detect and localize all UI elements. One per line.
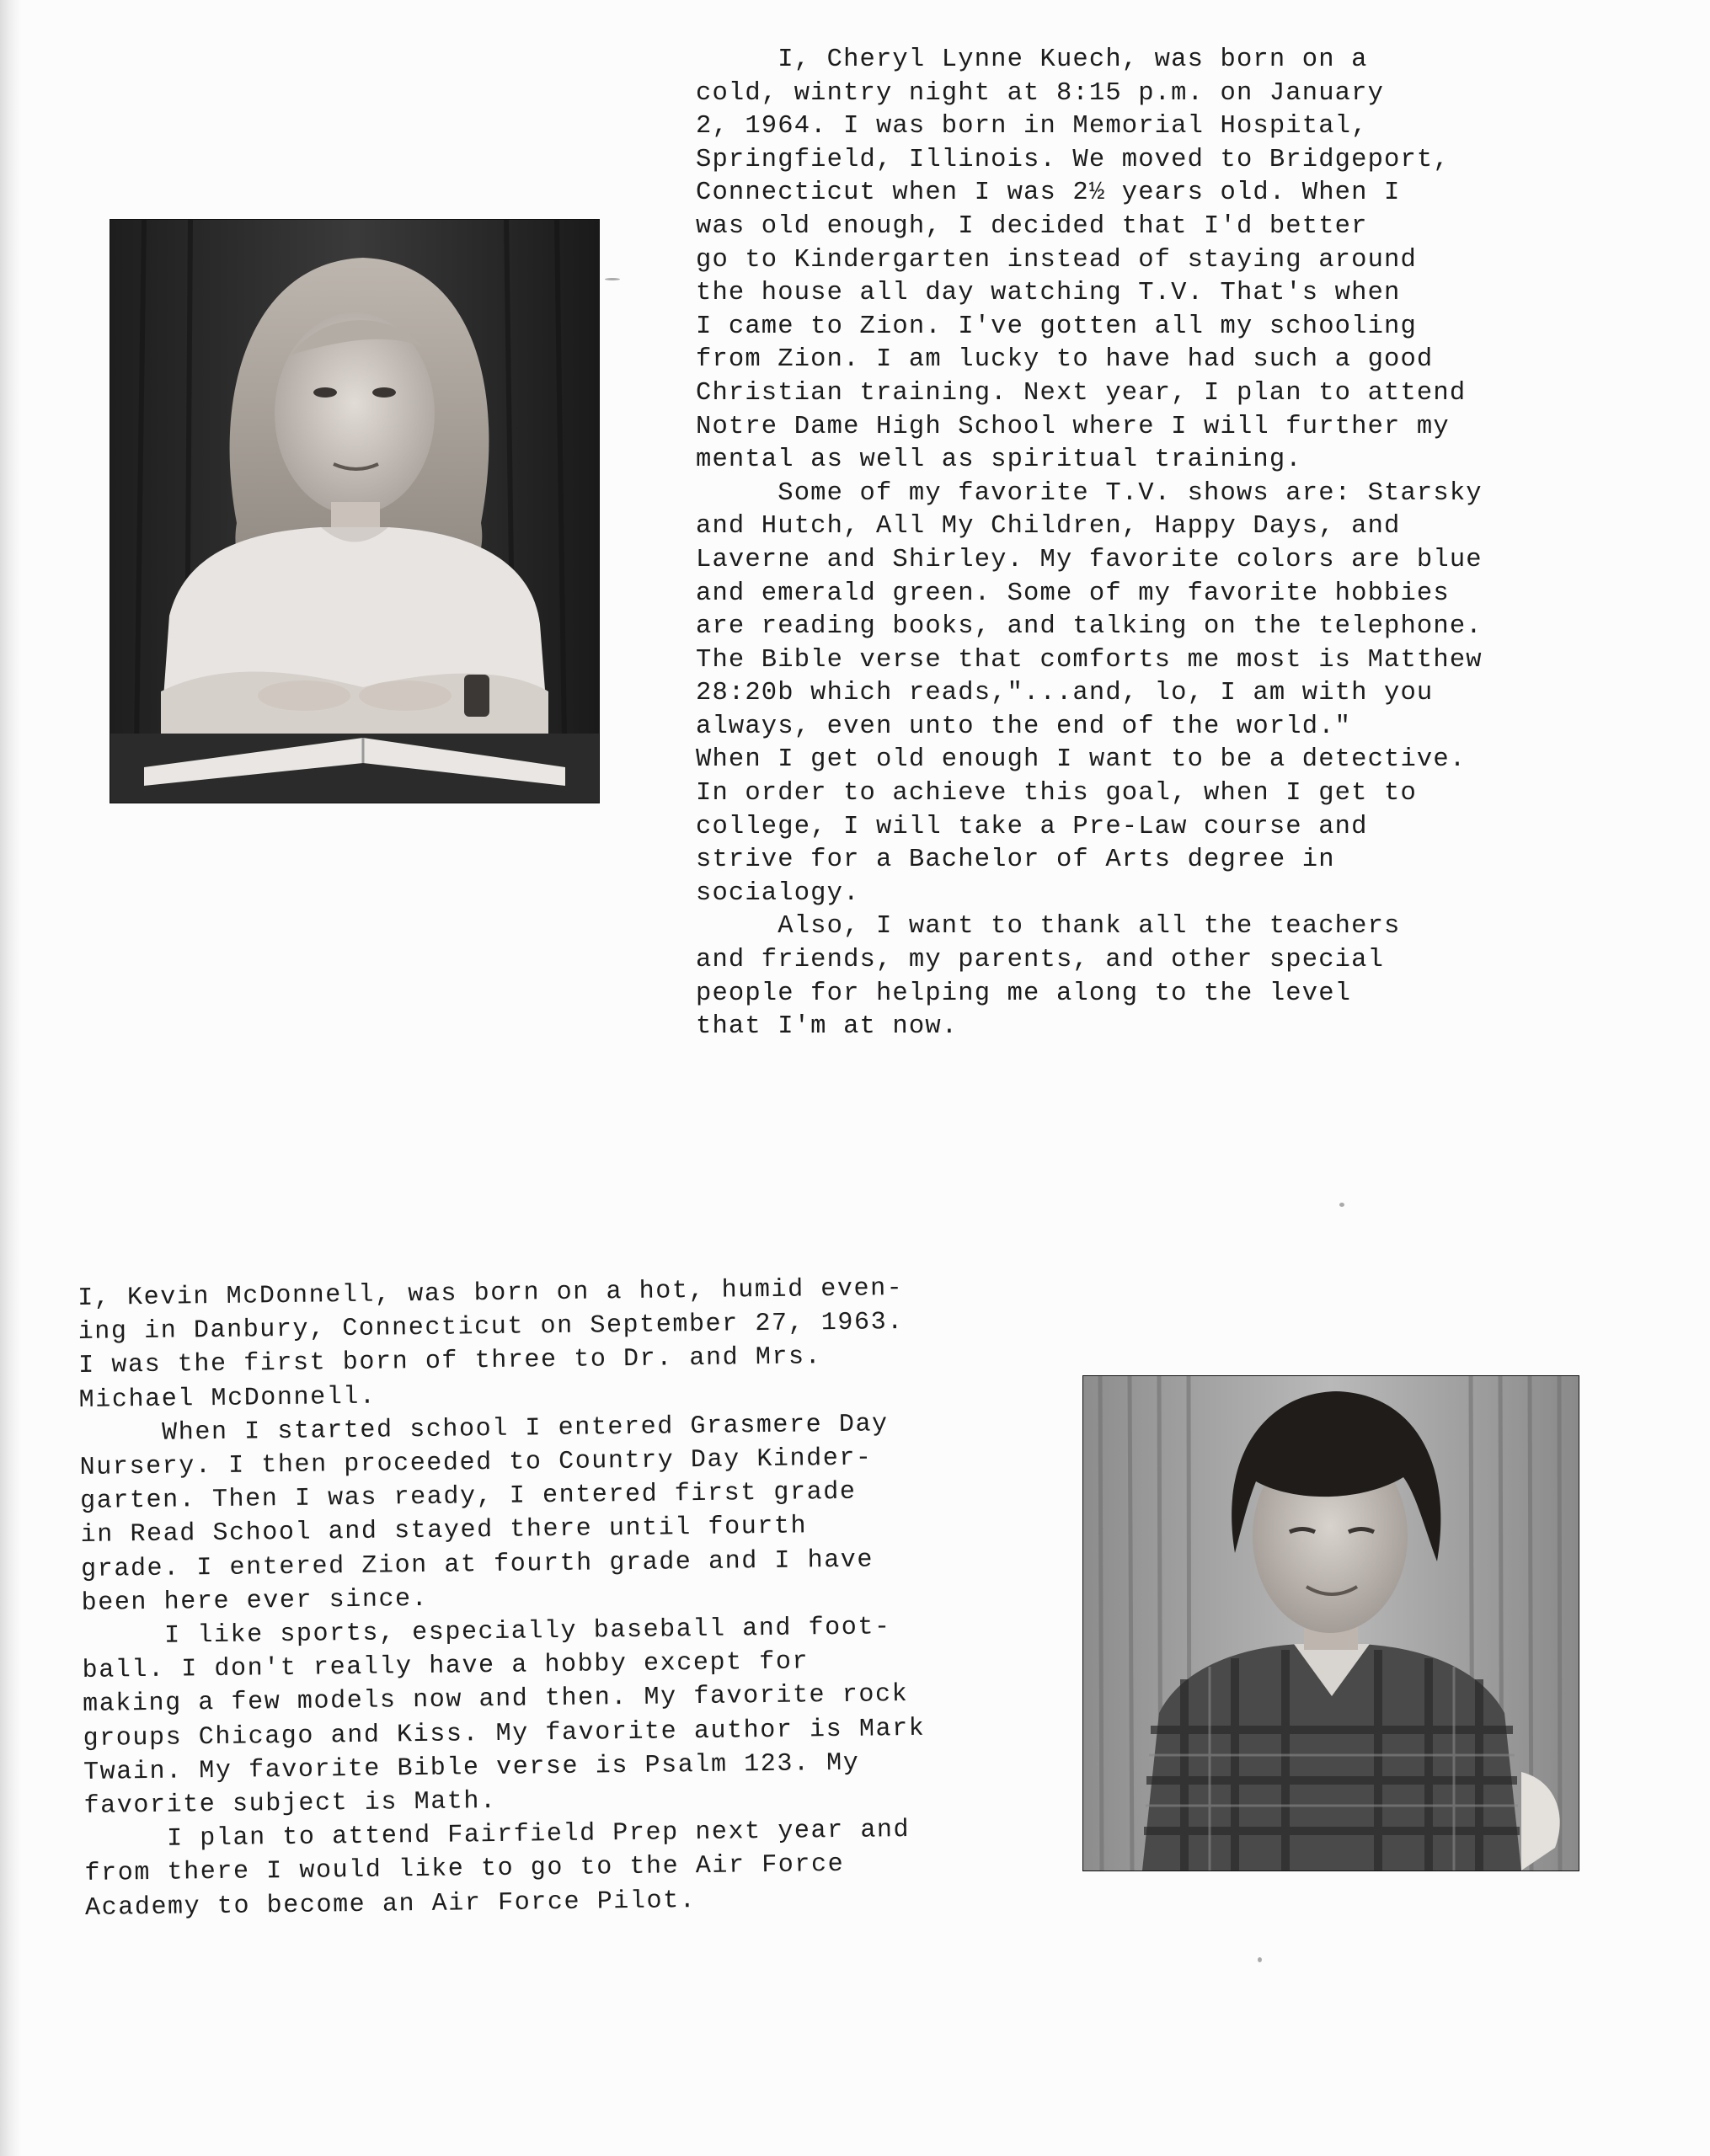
scan-speck xyxy=(1258,1957,1262,1962)
bio-line: In order to achieve this goal, when I get to xyxy=(696,779,1417,808)
scan-speck xyxy=(605,278,620,280)
bio-text-cheryl xyxy=(696,44,1483,1044)
bio-line: favorite subject is Math. xyxy=(83,1787,497,1821)
bio-line: Christian training. Next year, I plan to attend xyxy=(696,378,1467,408)
bio-line: I came to Zion. I've gotten all my schooling xyxy=(696,312,1417,341)
bio-line: ball. I don't really have a hobby except for xyxy=(82,1647,810,1686)
bio-line: go to Kindergarten instead of staying around xyxy=(696,245,1417,275)
bio-line: garten. Then I was ready, I entered first grade xyxy=(79,1477,857,1517)
bio-line: I like sports, especially baseball and foot- xyxy=(81,1613,891,1652)
bio-line: and friends, my parents, and other special xyxy=(696,946,1385,975)
bio-line: always, even unto the end of the world." xyxy=(696,712,1352,741)
bio-line: Springfield, Illinois. We moved to Bridgeport, xyxy=(696,145,1450,174)
bio-line: The Bible verse that comforts me most is Matthew xyxy=(696,645,1483,675)
bio-line: socialogy. xyxy=(696,878,860,908)
bio-line: Michael McDonnell. xyxy=(78,1382,377,1415)
bio-line: mental as well as spiritual training. xyxy=(696,446,1302,475)
scan-speck xyxy=(1339,1203,1344,1207)
page-edge xyxy=(0,0,22,2156)
bio-line: people for helping me along to the level xyxy=(696,979,1352,1008)
bio-line: college, I will take a Pre-Law course and xyxy=(696,812,1368,841)
bio-line: that I'm at now. xyxy=(696,1012,959,1042)
portrait-photo-cheryl xyxy=(110,219,600,803)
bio-text-kevin xyxy=(77,1272,927,1925)
bio-line: ing in Danbury, Connecticut on September 27, 1963. xyxy=(77,1308,905,1348)
bio-line: Academy to become an Air Force Pilot. xyxy=(84,1886,697,1923)
bio-line: Some of my favorite T.V. shows are: Starsky xyxy=(696,478,1483,508)
bio-line: cold, wintry night at 8:15 p.m. on January xyxy=(696,78,1385,108)
portrait-image xyxy=(110,220,599,803)
bio-line: the house all day watching T.V. That's when xyxy=(696,279,1401,308)
bio-line: grade. I entered Zion at fourth grade and I have xyxy=(80,1545,874,1584)
bio-line: I plan to attend Fairfield Prep next year and xyxy=(83,1816,911,1855)
bio-line: and Hutch, All My Children, Happy Days, and xyxy=(696,512,1401,542)
bio-line: was old enough, I decided that I'd better xyxy=(696,211,1368,241)
bio-line: Notre Dame High School where I will further my xyxy=(696,412,1450,441)
bio-line: I, Kevin McDonnell, was born on a hot, humid even- xyxy=(77,1274,904,1313)
bio-line: been here ever since. xyxy=(81,1584,429,1618)
bio-line: are reading books, and talking on the telephone. xyxy=(696,612,1483,642)
bio-line: Connecticut when I was 2½ years old. When I xyxy=(696,179,1401,208)
bio-line: Twain. My favorite Bible verse is Psalm 123. My xyxy=(83,1748,860,1787)
bio-line: 28:20b which reads,"...and, lo, I am with you xyxy=(696,679,1434,708)
portrait-photo-kevin xyxy=(1082,1375,1579,1871)
bio-line: When I get old enough I want to be a detective. xyxy=(696,745,1467,775)
bio-line: from Zion. I am lucky to have had such a good xyxy=(696,345,1434,375)
bio-line: and emerald green. Some of my favorite hobbies xyxy=(696,579,1450,608)
bio-line: from there I would like to go to the Air Force xyxy=(84,1850,845,1889)
bio-line: Nursery. I then proceeded to Country Day Kinder- xyxy=(79,1444,873,1482)
bio-line: 2, 1964. I was born in Memorial Hospital, xyxy=(696,112,1368,141)
bio-line: strive for a Bachelor of Arts degree in xyxy=(696,846,1335,875)
bio-line: Also, I want to thank all the teachers xyxy=(696,912,1401,942)
bio-line: in Read School and stayed there until fourth xyxy=(80,1512,808,1550)
bio-line: When I started school I entered Grasmere Day xyxy=(79,1410,889,1449)
bio-line: I was the first born of three to Dr. and Mrs. xyxy=(78,1342,822,1381)
bio-line: groups Chicago and Kiss. My favorite author is Mark xyxy=(83,1714,926,1753)
bio-line: I, Cheryl Lynne Kuech, was born on a xyxy=(696,45,1368,74)
bio-line: making a few models now and then. My favorite rock xyxy=(82,1680,909,1720)
bio-line: Laverne and Shirley. My favorite colors are blue xyxy=(696,545,1483,574)
portrait-image xyxy=(1083,1376,1579,1870)
